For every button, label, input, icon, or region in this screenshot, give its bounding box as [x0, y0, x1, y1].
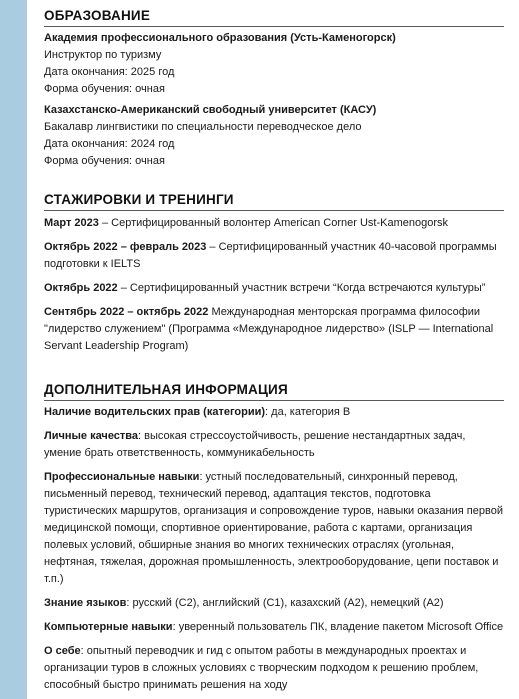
info-text: : опытный переводчик и гид с опытом работы в международных проектах и организации туров в сложных условиях с творческим подходом к решению проблем, способный быстро принимать решения на ходу — [44, 645, 479, 691]
info-text: : устный последовательный, синхронный перевод, письменный перевод, технический перевод, адаптация текстов, подготовка туристических маршрутов, организация и сопровождение туров, навыки оказания первой медицинской помощи, спортивное ориентирование, работа с картами, организация полевых условий, обширные знания во многих технических отраслях (угольная, нефтяная, тяжелая, дорожная промышленность, электрооборудование, цепи поставок и т.п.) — [44, 471, 503, 585]
info-label: Знание языков — [44, 597, 127, 609]
internship-text: – Сертифицированный участник 40-часовой программы подготовки к IELTS — [44, 241, 497, 270]
education-graduation: Дата окончания: 2025 год — [44, 66, 175, 78]
info-label: Наличие водительских прав (категории) — [44, 406, 266, 418]
info-text: : да, категория В — [265, 406, 351, 418]
info-item-professional-skills — [44, 469, 504, 588]
info-label: Профессиональные навыки — [44, 471, 200, 483]
education-entry — [44, 30, 504, 98]
internship-item — [44, 304, 504, 355]
internships-section — [44, 192, 504, 355]
info-text: : уверенный пользователь ПК, владение пакетом Microsoft Office — [172, 621, 504, 633]
internship-item — [44, 280, 504, 297]
section-title-internships: СТАЖИРОВКИ И ТРЕНИНГИ — [44, 192, 504, 211]
internship-text: – Сертифицированный волонтер American Corner Ust-Kamenogorsk — [98, 217, 448, 229]
section-title-education: ОБРАЗОВАНИЕ — [44, 8, 504, 27]
education-form: Форма обучения: очная — [44, 83, 165, 95]
info-item-languages — [44, 595, 504, 612]
left-decorative-stripe — [0, 0, 27, 699]
internship-item — [44, 239, 504, 273]
education-school: Казахстанско-Американский свободный университет (КАСУ) — [44, 104, 377, 116]
internship-date: Октябрь 2022 – февраль 2023 — [44, 241, 207, 253]
education-graduation: Дата окончания: 2024 год — [44, 138, 175, 150]
info-label: Личные качества — [44, 430, 139, 442]
info-text: : русский (С2), английский (С1), казахский (А2), немецкий (А2) — [126, 597, 444, 609]
info-item-personal-qualities — [44, 428, 504, 462]
education-entry — [44, 102, 504, 170]
info-text: : высокая стрессоустойчивость, решение нестандартных задач, умение брать ответственность, коммуникабельность — [44, 430, 466, 459]
education-degree: Бакалавр лингвистики по специальности переводческое дело — [44, 121, 362, 133]
internship-text: Международная менторская программа философии "лидерство служением" (Программа «Международное лидерство» (ISLP — International Servant Leadership Program) — [44, 306, 494, 352]
education-school: Академия профессионального образования (Усть-Каменогорск) — [44, 32, 396, 44]
internship-text: – Сертифицированный участник встречи “Когда встречаются культуры” — [117, 282, 486, 294]
info-item-about-me — [44, 643, 504, 694]
info-label: О себе — [44, 645, 81, 657]
info-item-driving-license — [44, 404, 504, 421]
info-label: Компьютерные навыки — [44, 621, 173, 633]
info-item-computer-skills — [44, 619, 504, 636]
section-title-additional-info: ДОПОЛНИТЕЛЬНАЯ ИНФОРМАЦИЯ — [44, 382, 504, 401]
education-section — [44, 8, 504, 170]
education-degree: Инструктор по туризму — [44, 49, 162, 61]
education-form: Форма обучения: очная — [44, 155, 165, 167]
internship-date: Март 2023 — [44, 217, 99, 229]
additional-info-section — [44, 382, 504, 694]
internship-date: Сентябрь 2022 – октябрь 2022 — [44, 306, 209, 318]
internship-date: Октябрь 2022 — [44, 282, 118, 294]
internship-item — [44, 215, 504, 232]
